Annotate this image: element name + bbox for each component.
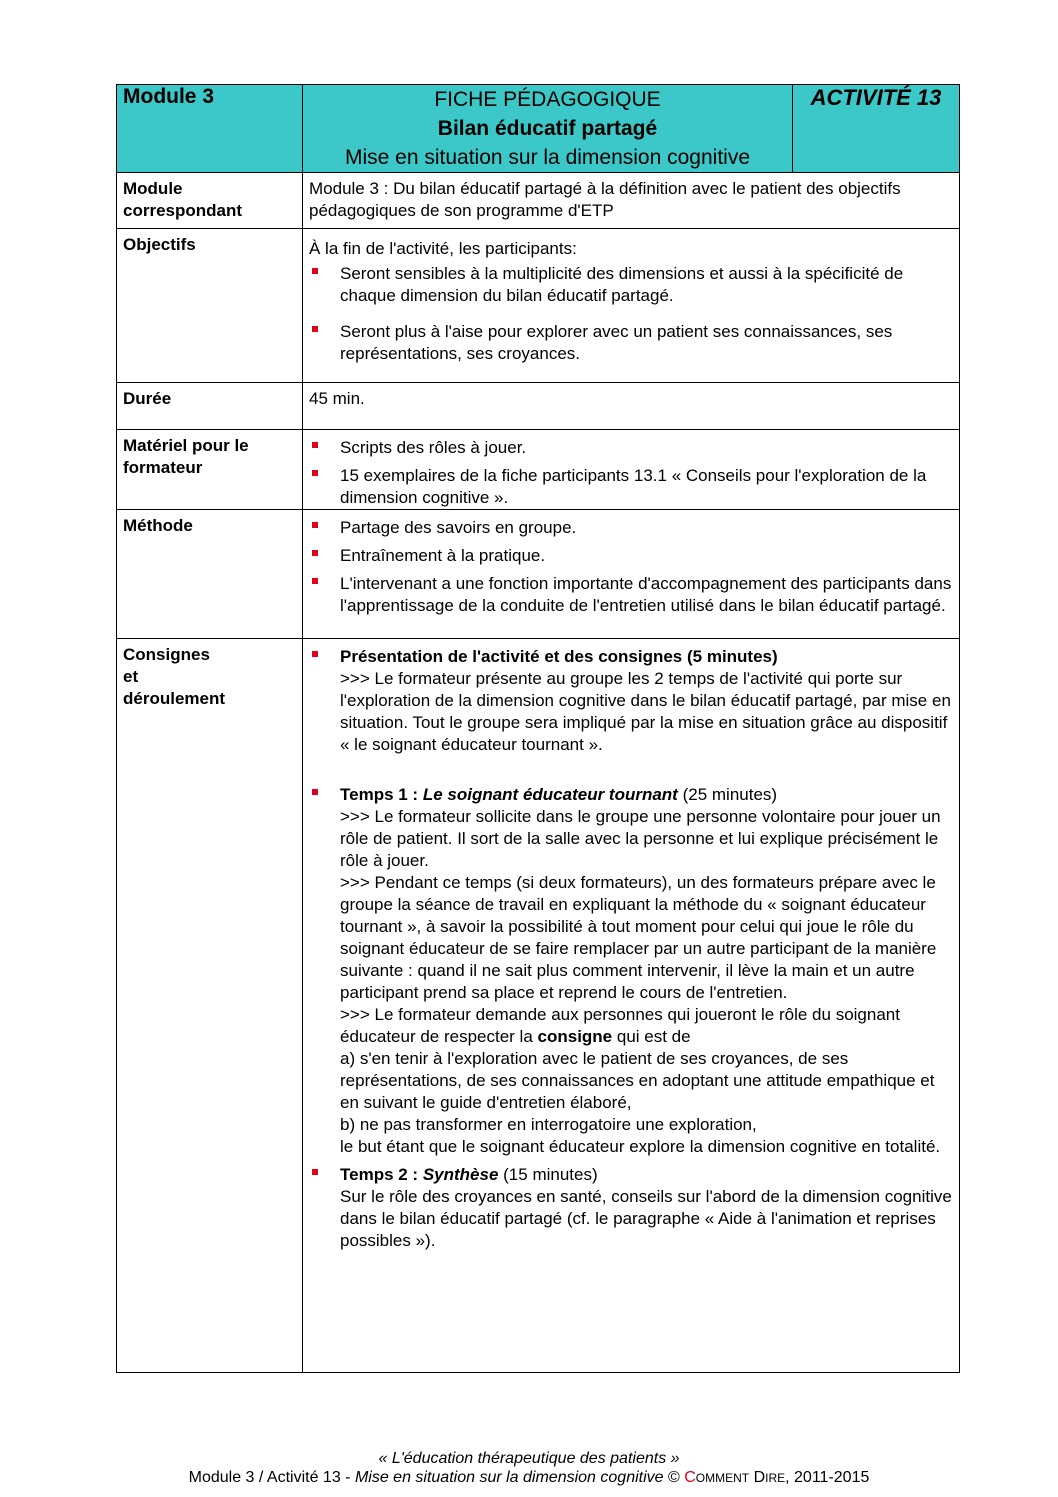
label-module-correspondant: Module correspondant xyxy=(117,173,303,229)
p2-line-1: >>> Le formateur sollicite dans le groupe une personne volontaire pour jouer un rôle de patient. Il sort de la salle avec la personne et lui explique précisément le rôle à jouer. xyxy=(340,807,941,870)
content-methode xyxy=(303,510,960,639)
p2-line-6: le but étant que le soignant éducateur explore la dimension cognitive en totalité. xyxy=(340,1137,941,1156)
header-module: Module 3 xyxy=(117,85,303,173)
pedagogical-sheet xyxy=(116,84,959,1373)
p2-line-3 xyxy=(340,1004,953,1048)
header-center xyxy=(303,85,793,173)
p2-line-5: b) ne pas transformer en interrogatoire une exploration, xyxy=(340,1115,757,1134)
row-consignes xyxy=(117,639,960,1373)
label-objectifs: Objectifs xyxy=(117,229,303,383)
content-objectifs xyxy=(303,229,960,383)
list-item: Seront sensibles à la multiplicité des dimensions et aussi à la spécificité de chaque dimension du bilan éducatif partagé. xyxy=(309,263,953,307)
row-module-correspondant xyxy=(117,173,960,229)
sheet-table xyxy=(116,84,960,1373)
row-objectifs xyxy=(117,229,960,383)
p2-title-b: Le soignant éducateur tournant xyxy=(422,785,678,804)
text-module-correspondant: Module 3 : Du bilan éducatif partagé à la définition avec le patient des objectifs pédagogiques de son programme d'ETP xyxy=(303,173,960,229)
list-item: Entraînement à la pratique. xyxy=(309,545,953,567)
list-item xyxy=(309,784,953,1158)
brand-omment: OMMENT xyxy=(695,1471,750,1485)
p2-line-3a: >>> Le formateur demande aux personnes qui joueront le rôle du soignant éducateur de respecter la xyxy=(340,1005,900,1046)
text-duree: 45 min. xyxy=(303,383,960,430)
list-item: Seront plus à l'aise pour explorer avec un patient ses connaissances, ses représentations, ses croyances. xyxy=(309,321,953,365)
p2-line-3c: qui est de xyxy=(612,1027,691,1046)
p3-title-b: Synthèse xyxy=(422,1165,499,1184)
header-fiche: FICHE PÉDAGOGIQUE xyxy=(434,88,661,111)
p3-title-c: (15 minutes) xyxy=(498,1165,598,1184)
p2-line-2: >>> Pendant ce temps (si deux formateurs), un des formateurs prépare avec le groupe la séance de travail en expliquant la méthode du « soignant éducateur tournant », à savoir la possibilité à tout moment pour celui qui joue le rôle du soignant éducateur de se faire remplacer par un autre participant de la manière suivante : quand il ne sait plus comment intervenir, il lève la main et un autre participant prend sa place et reprend le cours de l'entretien. xyxy=(340,873,937,1002)
p2-title-a: Temps 1 : xyxy=(340,785,423,804)
p3-title xyxy=(340,1164,953,1186)
row-materiel xyxy=(117,430,960,510)
label-duree: Durée xyxy=(117,383,303,430)
brand-d: D xyxy=(749,1469,766,1486)
p2-title xyxy=(340,784,953,806)
p3-text: Sur le rôle des croyances en santé, conseils sur l'abord de la dimension cognitive dans le bilan éducatif partagé (cf. le paragraphe « Aide à l'animation et reprises possibles »). xyxy=(340,1187,952,1250)
label-consignes xyxy=(117,639,303,1373)
list-item xyxy=(309,646,953,756)
header-title: Bilan éducatif partagé xyxy=(437,117,658,140)
footer-line-1: « L'éducation thérapeutique des patients » xyxy=(378,1450,680,1467)
objectifs-intro: À la fin de l'activité, les participants: xyxy=(309,239,577,258)
brand-ire: IRE xyxy=(765,1471,786,1485)
header-subtitle: Mise en situation sur la dimension cognitive xyxy=(344,146,751,169)
list-item: L'intervenant a une fonction importante d'accompagnement des participants dans l'apprentissage de la conduite de l'entretien utilisé dans le bilan éducatif partagé. xyxy=(309,573,953,617)
row-duree xyxy=(117,383,960,430)
header-activity: ACTIVITÉ 13 xyxy=(793,85,960,173)
objectifs-list xyxy=(309,263,953,365)
materiel-list xyxy=(309,437,953,509)
footer-part-d: , 2011-2015 xyxy=(785,1469,870,1486)
consignes-list xyxy=(309,646,953,1252)
p1-text: >>> Le formateur présente au groupe les 2 temps de l'activité qui porte sur l'exploration de la dimension cognitive dans le bilan éducatif partagé, par mise en situation. Tout le groupe sera impliqué par la mise en situation grâce au dispositif « le soignant éducateur tournant ». xyxy=(340,669,951,754)
p3-title-a: Temps 2 : xyxy=(340,1165,423,1184)
content-consignes xyxy=(303,639,960,1373)
brand-c: C xyxy=(684,1469,696,1486)
label-consignes-1: Consignes xyxy=(123,645,210,664)
footer-line-2 xyxy=(0,1469,1058,1487)
p1-title: Présentation de l'activité et des consignes (5 minutes) xyxy=(340,647,778,666)
label-consignes-3: déroulement xyxy=(123,689,226,708)
footer-part-c: © xyxy=(663,1469,685,1486)
p2-line-4: a) s'en tenir à l'exploration avec le patient de ses croyances, de ses représentations, de ses connaissances en adoptant une attitude empathique et en suivant le guide d'entretien élaboré, xyxy=(340,1049,935,1112)
content-materiel xyxy=(303,430,960,510)
header-row xyxy=(117,85,960,173)
label-consignes-2: et xyxy=(123,667,139,686)
list-item: 15 exemplaires de la fiche participants 13.1 « Conseils pour l'exploration de la dimension cognitive ». xyxy=(309,465,953,509)
methode-list xyxy=(309,517,953,617)
list-item: Scripts des rôles à jouer. xyxy=(309,437,953,459)
label-materiel: Matériel pour le formateur xyxy=(117,430,303,510)
row-methode xyxy=(117,510,960,639)
list-item: Partage des savoirs en groupe. xyxy=(309,517,953,539)
footer-part-b: Mise en situation sur la dimension cognitive xyxy=(354,1469,664,1486)
list-item xyxy=(309,1164,953,1252)
p2-line-3b: consigne xyxy=(537,1027,613,1046)
p2-title-c: (25 minutes) xyxy=(677,785,778,804)
label-methode: Méthode xyxy=(117,510,303,639)
footer-part-a: Module 3 / Activité 13 - xyxy=(188,1469,355,1486)
